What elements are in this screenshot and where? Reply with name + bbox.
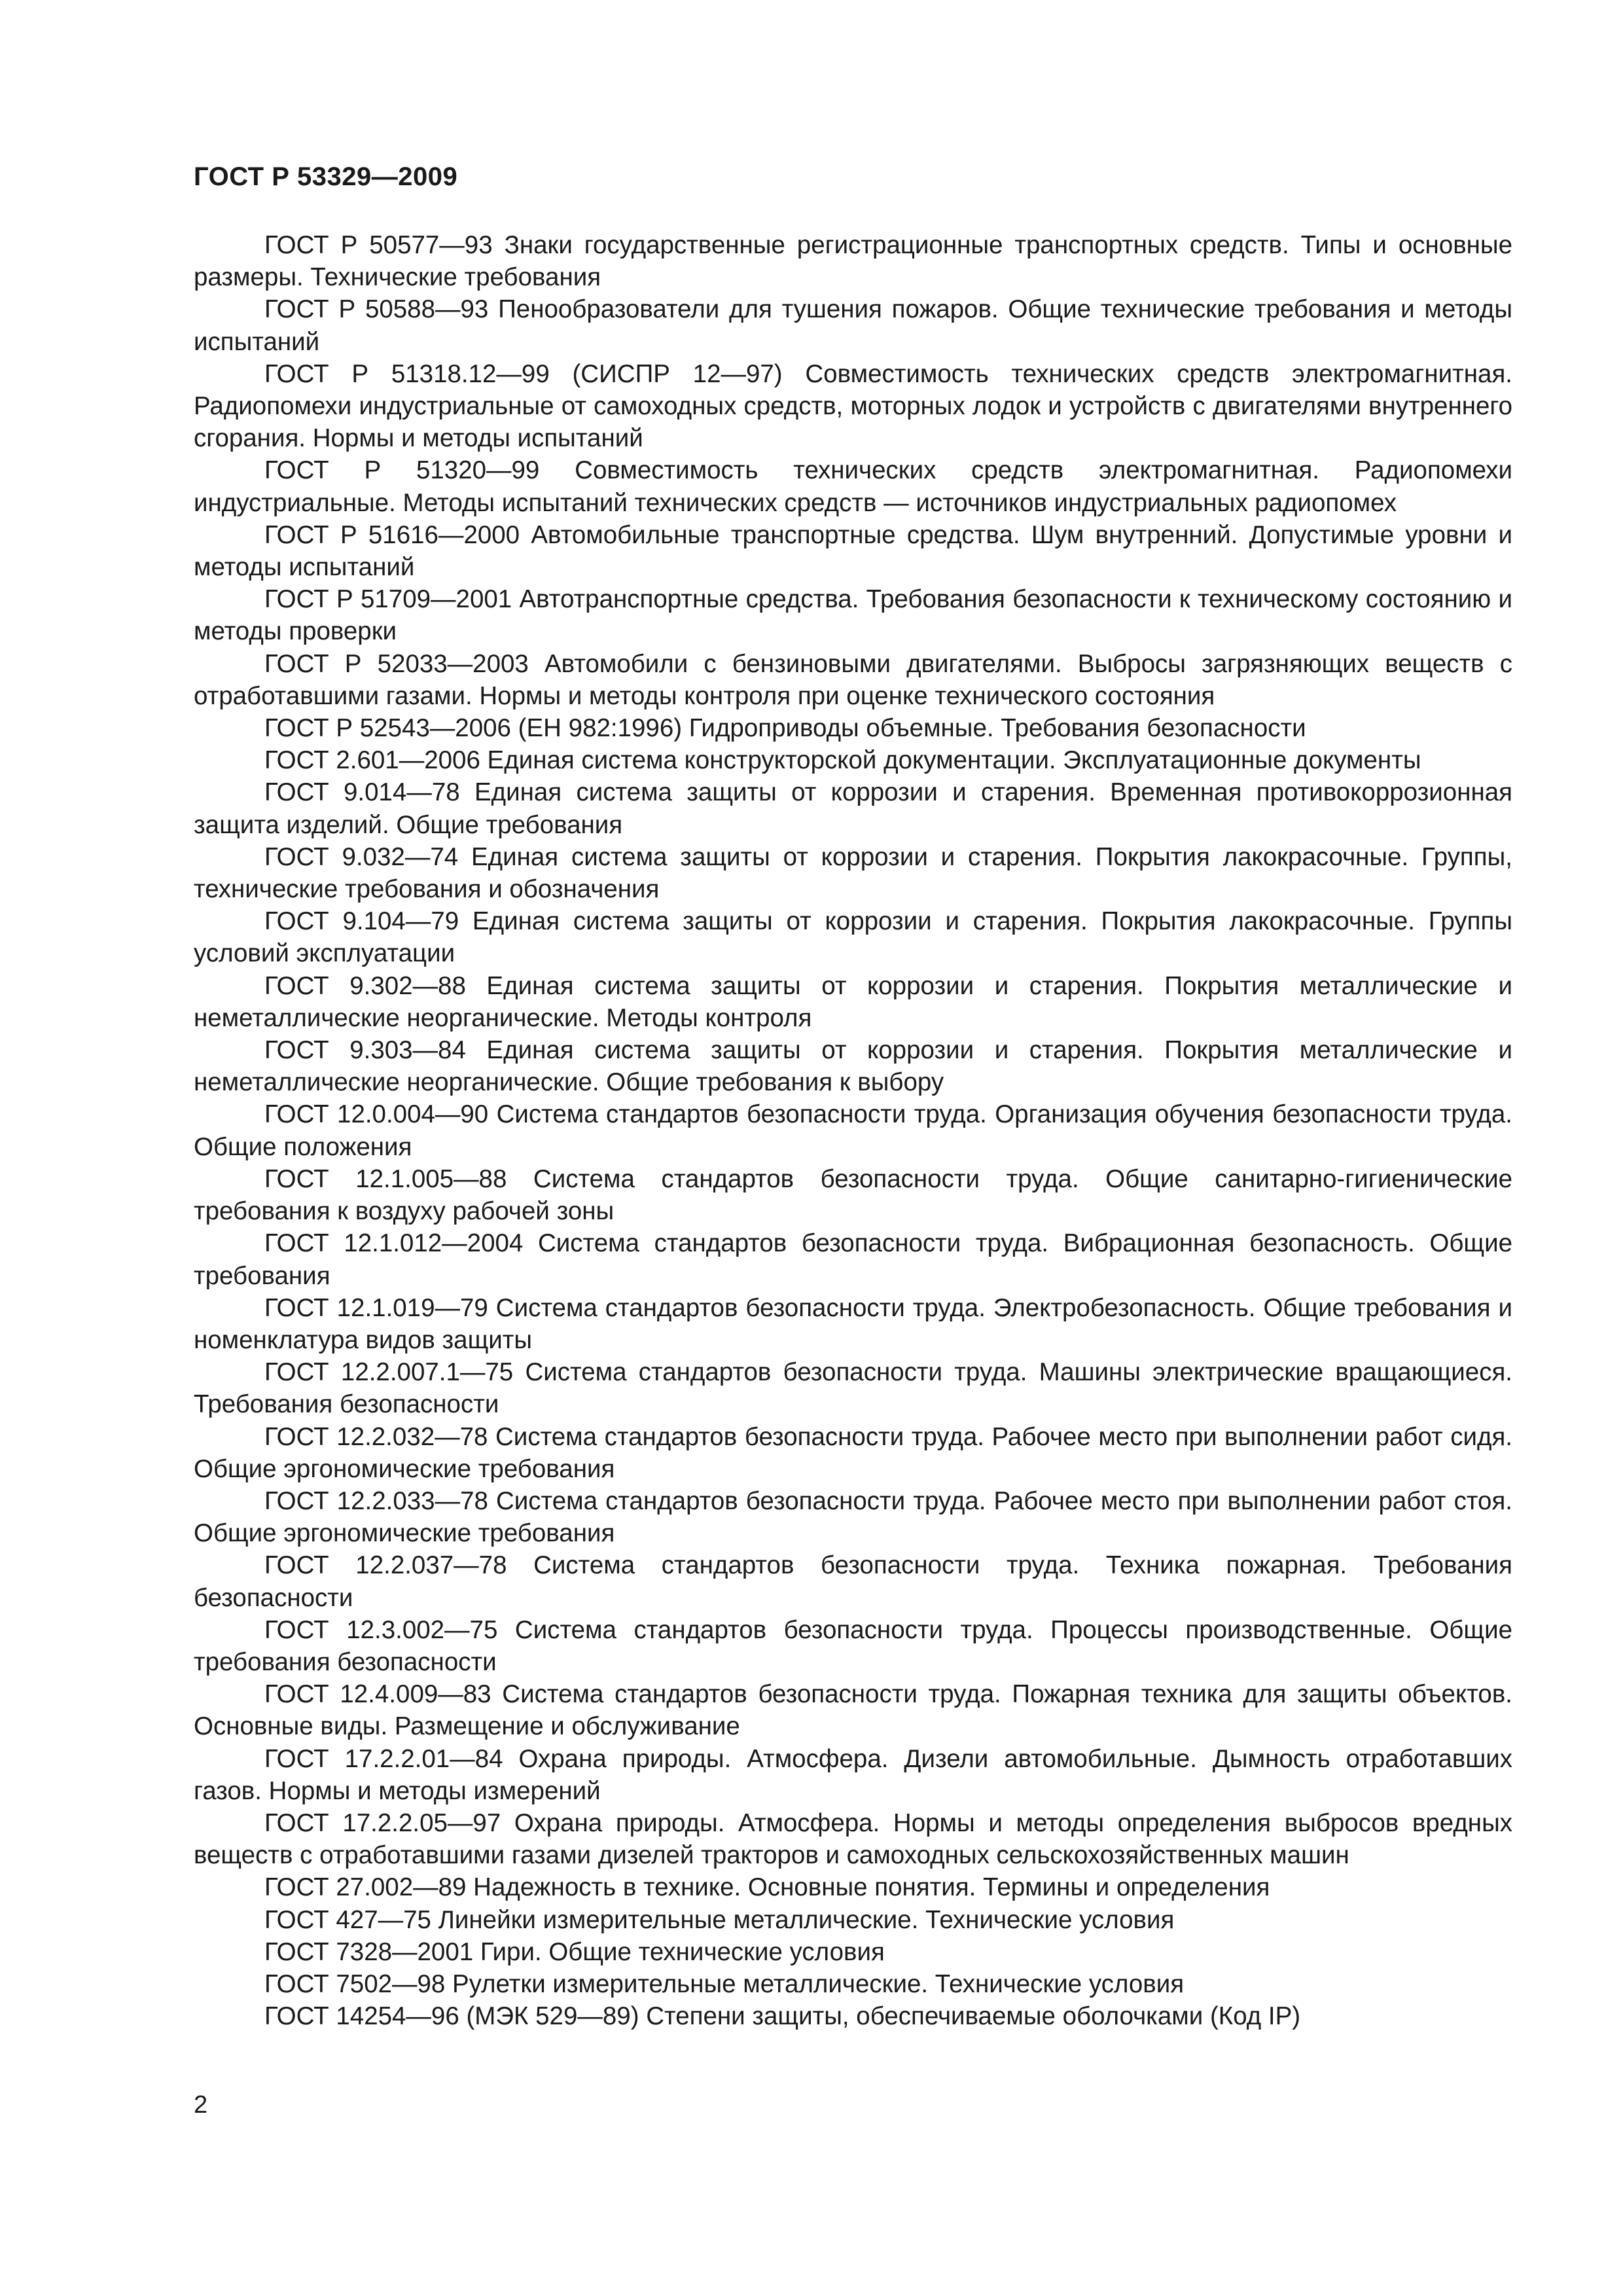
reference-entry: ГОСТ 12.1.012—2004 Система стандартов безопасности труда. Вибрационная безопасность. Общие требования — [194, 1229, 1512, 1290]
reference-entry: ГОСТ 12.2.007.1—75 Система стандартов безопасности труда. Машины электрические вращающиеся. Требования безопасности — [194, 1358, 1512, 1419]
reference-entry: ГОСТ 7502—98 Рулетки измерительные металлические. Технические условия — [264, 1969, 1185, 1998]
reference-entry: ГОСТ 12.1.019—79 Система стандартов безопасности труда. Электробезопасность. Общие требования и номенклатура видов защиты — [194, 1293, 1512, 1354]
reference-entry: ГОСТ Р 50588—93 Пенообразователи для тушения пожаров. Общие технические требования и методы испытаний — [194, 295, 1512, 356]
reference-entry: ГОСТ Р 51320—99 Совместимость технических средств электромагнитная. Радиопомехи индустриальные. Методы испытаний технических средств — источников индустриальных радиопомех — [194, 456, 1512, 517]
reference-entry: ГОСТ Р 50577—93 Знаки государственные регистрационные транспортных средств. Типы и основные размеры. Технические требования — [194, 231, 1512, 292]
reference-entry: ГОСТ Р 52033—2003 Автомобили с бензиновыми двигателями. Выбросы загрязняющих веществ с отработавшими газами. Нормы и методы контроля при оценке технического состояния — [194, 649, 1512, 710]
reference-entry: ГОСТ 12.4.009—83 Система стандартов безопасности труда. Пожарная техника для защиты объектов. Основные виды. Размещение и обслуживание — [194, 1680, 1512, 1741]
normative-references-list — [194, 229, 1512, 2032]
reference-entry: ГОСТ 9.302—88 Единая система защиты от коррозии и старения. Покрытия металлические и неметаллические неорганические. Методы контроля — [194, 971, 1512, 1032]
reference-entry: ГОСТ 12.2.033—78 Система стандартов безопасности труда. Рабочее место при выполнении работ стоя. Общие эргономические требования — [194, 1486, 1512, 1548]
reference-entry: ГОСТ 9.104—79 Единая система защиты от коррозии и старения. Покрытия лакокрасочные. Группы условий эксплуатации — [194, 907, 1512, 968]
reference-entry: ГОСТ 12.2.032—78 Система стандартов безопасности труда. Рабочее место при выполнении работ сидя. Общие эргономические требования — [194, 1422, 1512, 1483]
reference-entry: ГОСТ 9.032—74 Единая система защиты от коррозии и старения. Покрытия лакокрасочные. Группы, технические требования и обозначения — [194, 842, 1512, 904]
reference-entry: ГОСТ 12.1.005—88 Система стандартов безопасности труда. Общие санитарно-гигиенические требования к воздуху рабочей зоны — [194, 1164, 1512, 1226]
reference-entry: ГОСТ Р 51318.12—99 (СИСПР 12—97) Совместимость технических средств электромагнитная. Радиопомехи индустриальные от самоходных средств, моторных лодок и устройств с двигателями внутреннего сгорания. Нормы и методы испытаний — [194, 359, 1512, 453]
reference-entry: ГОСТ 2.601—2006 Единая система конструкторской документации. Эксплуатационные документы — [264, 746, 1421, 775]
reference-entry: ГОСТ 7328—2001 Гири. Общие технические условия — [264, 1937, 885, 1966]
reference-entry: ГОСТ 9.014—78 Единая система защиты от коррозии и старения. Временная противокоррозионная защита изделий. Общие требования — [194, 778, 1512, 839]
reference-entry: ГОСТ 9.303—84 Единая система защиты от коррозии и старения. Покрытия металлические и неметаллические неорганические. Общие требования к выбору — [194, 1036, 1512, 1097]
reference-entry: ГОСТ 27.002—89 Надежность в технике. Основные понятия. Термины и определения — [264, 1873, 1270, 1902]
page-number: 2 — [194, 2091, 208, 2119]
document-code-header: ГОСТ Р 53329—2009 — [194, 162, 458, 191]
reference-entry: ГОСТ Р 51709—2001 Автотранспортные средства. Требования безопасности к техническому состоянию и методы проверки — [194, 585, 1512, 646]
reference-entry: ГОСТ Р 52543—2006 (ЕН 982:1996) Гидроприводы объемные. Требования безопасности — [264, 714, 1306, 743]
reference-entry: ГОСТ 427—75 Линейки измерительные металлические. Технические условия — [264, 1905, 1175, 1934]
reference-entry: ГОСТ 14254—96 (МЭК 529—89) Степени защиты, обеспечиваемые оболочками (Код IP) — [264, 2002, 1301, 2031]
reference-entry: ГОСТ 12.3.002—75 Система стандартов безопасности труда. Процессы производственные. Общие требования безопасности — [194, 1615, 1512, 1676]
reference-entry: ГОСТ Р 51616—2000 Автомобильные транспортные средства. Шум внутренний. Допустимые уровни и методы испытаний — [194, 520, 1512, 582]
reference-entry: ГОСТ 12.2.037—78 Система стандартов безопасности труда. Техника пожарная. Требования безопасности — [194, 1551, 1512, 1612]
reference-entry: ГОСТ 12.0.004—90 Система стандартов безопасности труда. Организация обучения безопасности труда. Общие положения — [194, 1100, 1512, 1161]
reference-entry: ГОСТ 17.2.2.01—84 Охрана природы. Атмосфера. Дизели автомобильные. Дымность отработавших газов. Нормы и методы измерений — [194, 1744, 1512, 1805]
reference-entry: ГОСТ 17.2.2.05—97 Охрана природы. Атмосфера. Нормы и методы определения выбросов вредных веществ с отработавшими газами дизелей тракторов и самоходных сельскохозяйственных машин — [194, 1808, 1512, 1870]
